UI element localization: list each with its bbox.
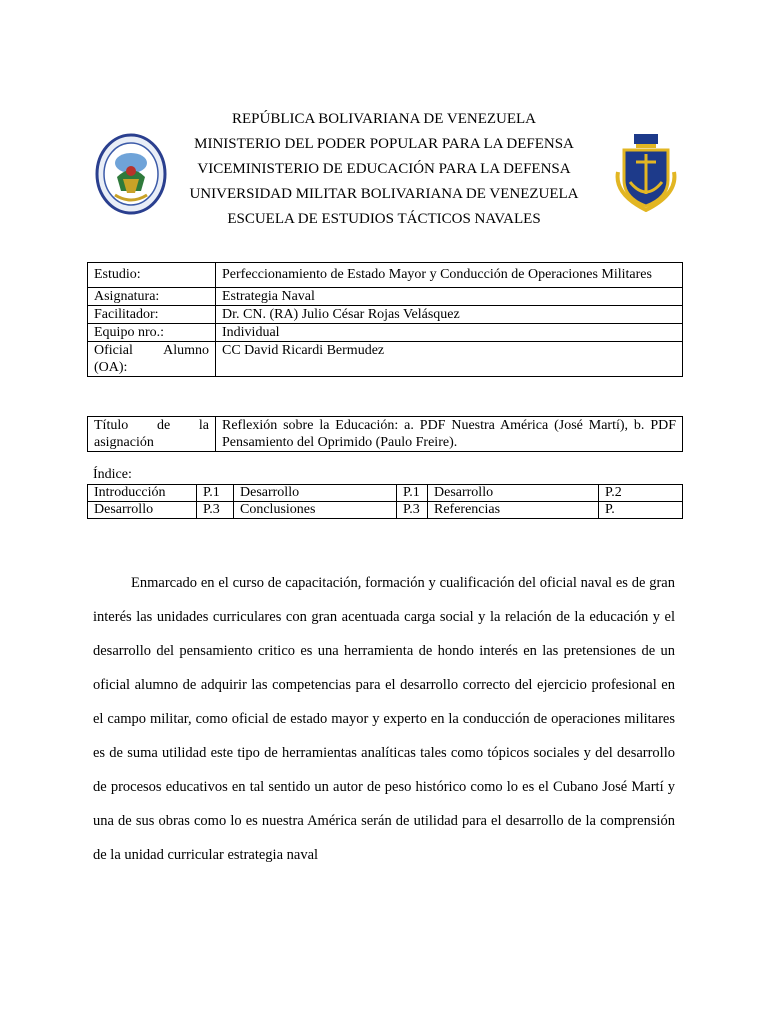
body-text <box>93 566 675 872</box>
institution-header <box>150 107 618 232</box>
index-cell: Desarrollo <box>234 485 397 502</box>
row-key-text: Oficial Alumno (OA): <box>94 343 209 375</box>
header-line: REPÚBLICA BOLIVARIANA DE VENEZUELA <box>231 111 537 127</box>
header-line: ESCUELA DE ESTUDIOS TÁCTICOS NAVALES <box>227 211 541 227</box>
table-row <box>88 324 683 342</box>
index-cell: P.1 <box>197 485 234 502</box>
table-row <box>88 502 683 519</box>
index-cell: Desarrollo <box>428 485 599 502</box>
index-cell: P.1 <box>397 485 428 502</box>
row-value: Estrategia Naval <box>216 288 683 306</box>
header-line: MINISTERIO DEL PODER POPULAR PARA LA DEFENSA <box>194 136 574 152</box>
row-value: Individual <box>216 324 683 342</box>
index-cell: Introducción <box>88 485 197 502</box>
table-row <box>88 306 683 324</box>
index-cell: P.2 <box>599 485 683 502</box>
study-info-table <box>87 262 683 377</box>
row-value: CC David Ricardi Bermudez <box>216 342 683 377</box>
row-value: Perfeccionamiento de Estado Mayor y Conducción de Operaciones Militares <box>216 263 683 288</box>
index-label: Índice: <box>93 467 132 482</box>
row-key: Equipo nro.: <box>88 324 216 342</box>
index-cell: Desarrollo <box>88 502 197 519</box>
index-table <box>87 484 683 519</box>
index-cell: Referencias <box>428 502 599 519</box>
index-cell: P.3 <box>197 502 234 519</box>
table-row <box>88 288 683 306</box>
table-row <box>88 263 683 288</box>
index-cell: P. <box>599 502 683 519</box>
header-line: VICEMINISTERIO DE EDUCACIÓN PARA LA DEFENSA <box>197 161 571 177</box>
row-key: Facilitador: <box>88 306 216 324</box>
index-cell: Conclusiones <box>234 502 397 519</box>
table-row <box>88 485 683 502</box>
row-key-text: Título de la asignación <box>94 418 209 450</box>
body-paragraph: Enmarcado en el curso de capacitación, formación y cualificación del oficial naval es de gran interés las unidades curriculares con gran acentuada carga social y la relación de la educación y el desarrollo del pensamiento critico es una herramienta de hondo interés en las pretensiones de un oficial alumno de adquirir las competencias para el desarrollo correcto del ejercicio profesional en el campo militar, como oficial de estado mayor y experto en la conducción de operaciones militares es de suma utilidad este tipo de herramientas analíticas tales como tópicos sociales y del desarrollo de procesos educativos en tal sentido un autor de peso histórico como lo es el Cubano José Martí y una de sus obras como lo es nuestra América serán de utilidad para el desarrollo de la comprensión de la unidad curricular estrategia naval <box>93 575 675 863</box>
row-key <box>88 342 216 377</box>
row-key: Asignatura: <box>88 288 216 306</box>
table-row <box>88 417 683 452</box>
header-line: UNIVERSIDAD MILITAR BOLIVARIANA DE VENEZUELA <box>189 186 579 202</box>
row-value: Dr. CN. (RA) Julio César Rojas Velásquez <box>216 306 683 324</box>
assignment-title-table <box>87 416 683 452</box>
index-cell: P.3 <box>397 502 428 519</box>
table-row <box>88 342 683 377</box>
row-key: Estudio: <box>88 263 216 288</box>
row-value: Reflexión sobre la Educación: a. PDF Nuestra América (José Martí), b. PDF Pensamiento del Oprimido (Paulo Freire). <box>216 417 683 452</box>
row-key <box>88 417 216 452</box>
naval-anchor-shield-icon <box>614 132 678 212</box>
